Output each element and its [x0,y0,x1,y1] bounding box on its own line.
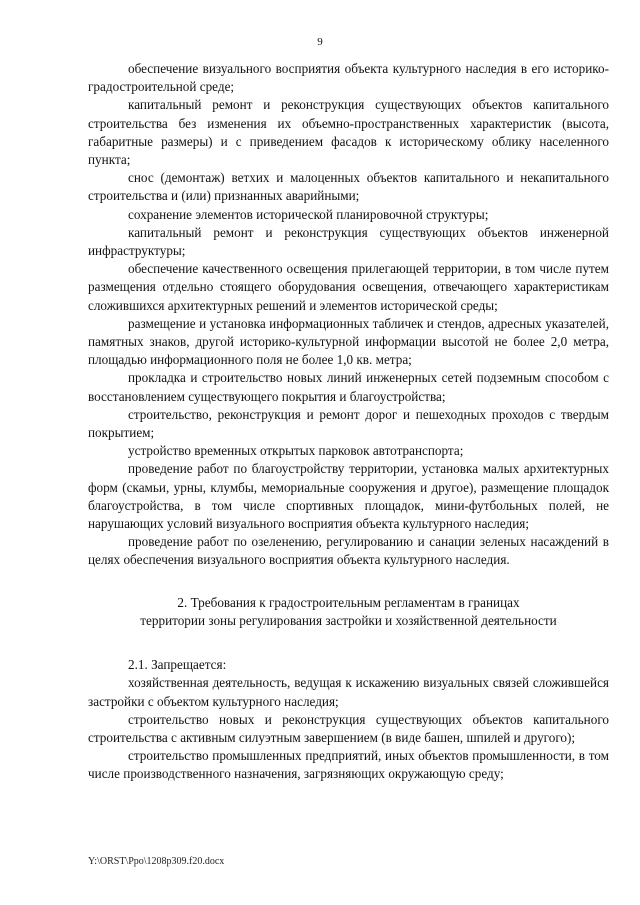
paragraph: строительство промышленных предприятий, иных объектов промышленности, в том числе производственного назначения, загрязняющих окружающую среду; [88,748,609,782]
paragraph: капитальный ремонт и реконструкция существующих объектов инженерной инфраструктуры; [88,224,609,259]
paragraph: снос (демонтаж) ветхих и малоценных объектов капитального и некапитального строительства и (или) признанных аварийными; [88,170,609,204]
paragraph: сохранение элементов исторической планировочной структуры; [128,206,489,222]
paragraph: хозяйственная деятельность, ведущая к искажению визуальных связей сложившейся застройки с объектом культурного наследия; [88,675,609,709]
section-heading [88,594,609,630]
page-number: 9 [317,36,323,48]
paragraph: обеспечение качественного освещения прилегающей территории, в том числе путем размещения отдельно стоящего оборудования освещения, отвечающего характеристикам сложившихся архитектурных решений и элементов исторической среды; [88,261,609,313]
section-heading-line: территории зоны регулирования застройки и хозяйственной деятельности [140,612,557,628]
section-heading-line: 2. Требования к градостроительным регламентам в границах [177,594,520,610]
paragraph: устройство временных открытых парковок автотранспорта; [128,443,464,459]
paragraph: размещение и установка информационных табличек и стендов, адресных указателей, памятных знаков, другой историко-культурной информации высотой не более 2,0 метра, площадью информационного поля не более 1,0 кв. метра; [88,315,609,368]
paragraph: капитальный ремонт и реконструкция существующих объектов капитального строительства без изменения их объемно-пространственных характеристик (высота, габаритные размеры) и с приведением фасадов к историческому облику населенного пункта; [88,97,609,168]
paragraph: проведение работ по озеленению, регулированию и санации зеленых насаждений в целях обеспечения визуального восприятия объекта культурного наследия. [88,534,609,568]
paragraph: строительство новых и реконструкция существующих объектов капитального строительства с активным силуэтным завершением (в виде башен, шпилей и другого); [88,711,609,745]
paragraph: прокладка и строительство новых линий инженерных сетей подземным способом с восстановлением существующего покрытия и благоустройства; [88,370,609,404]
paragraph: проведение работ по благоустройству территории, установка малых архитектурных форм (скамьи, урны, клумбы, мемориальные сооружения и другое), размещение площадок благоустройства, в том числе спортивных площадок, мини-футбольных полей, не нарушающих условий визуального восприятия объекта культурного наследия; [88,461,609,532]
paragraph: 2.1. Запрещается: [128,657,227,673]
paragraph: обеспечение визуального восприятия объекта культурного наследия в его историко-градостроительной среде; [88,61,609,95]
paragraph: строительство, реконструкция и ремонт дорог и пешеходных проходов с твердым покрытием; [88,406,609,441]
document-body [88,60,609,784]
footer-file-path: Y:\ORST\Ppo\1208p309.f20.docx [88,856,225,867]
